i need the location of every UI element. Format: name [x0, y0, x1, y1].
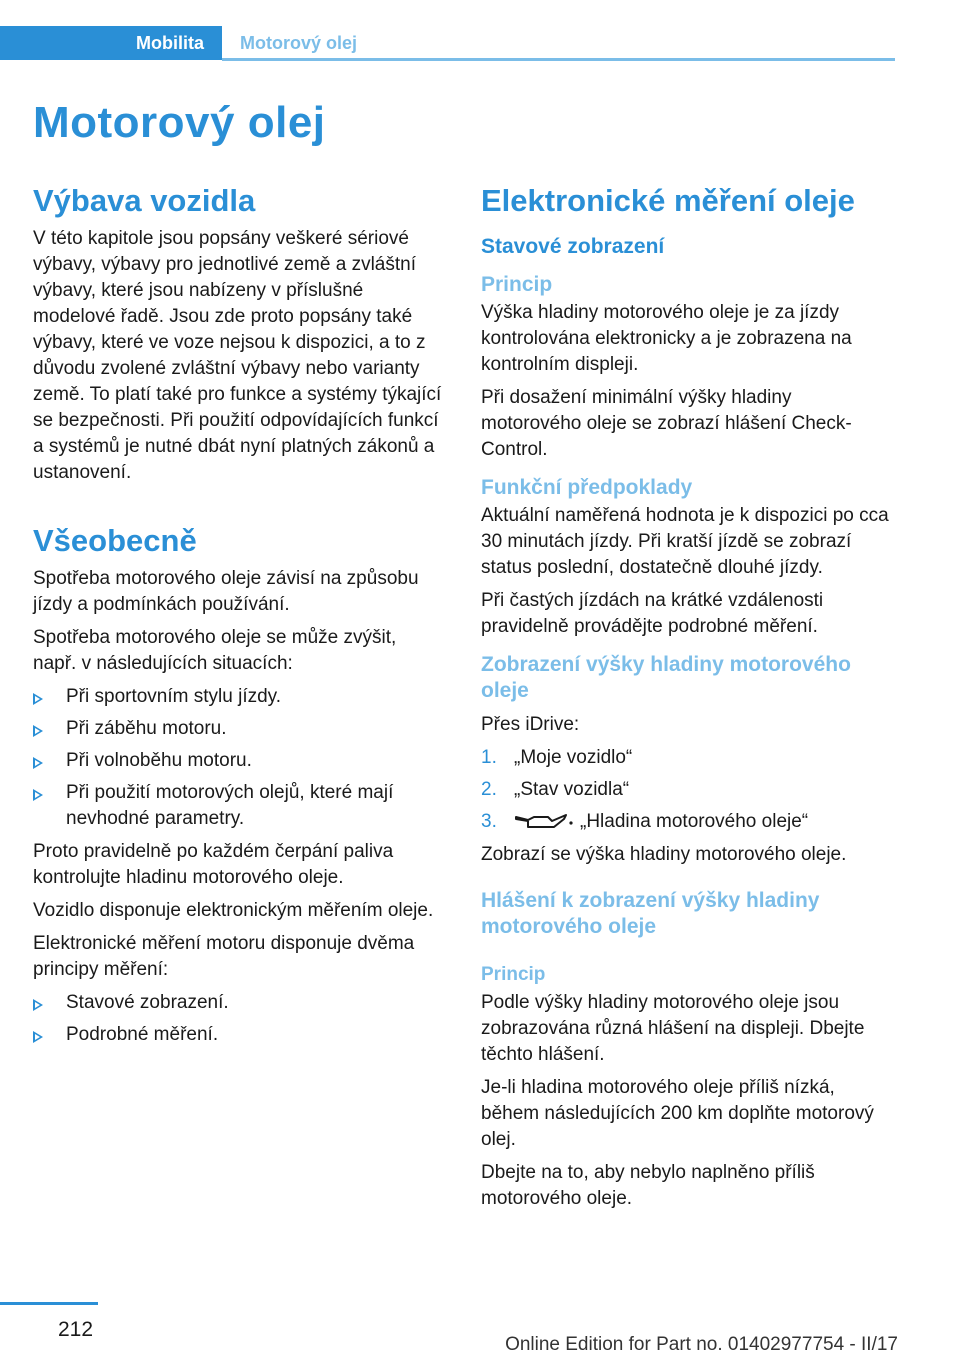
paragraph: Proto pravidelně po každém čerpání paliva kontrolujte hladinu motorového oleje. — [33, 841, 394, 888]
paragraph: Při častých jízdách na krátké vzdálenosti pravidelně provádějte podrobné měření. — [481, 590, 824, 637]
status-display-heading: Stavové zobrazení — [481, 235, 665, 258]
paragraph: Spotřeba motorového oleje se může zvýšit, např. v následujících situacích: — [33, 627, 397, 674]
princip-heading: Princip — [481, 273, 553, 296]
step-item: 1. „Moje vozidlo“ — [481, 747, 633, 768]
oil-level-display-heading: Zobrazení výšky hladiny motorového oleje — [481, 653, 851, 702]
chapter-label: Motorový olej — [240, 32, 358, 53]
edition-footer: Online Edition for Part no. 01402977754 - II/17 — [505, 1334, 898, 1355]
triangle-bullet-icon — [33, 1031, 43, 1043]
messages-princip-heading: Princip — [481, 964, 546, 985]
paragraph: Elektronické měření motoru disponuje dvěma principy měření: — [33, 933, 415, 980]
vseobecne-heading: Všeobecně — [33, 523, 197, 558]
paragraph: Vozidlo disponuje elektronickým měřením oleje. — [33, 900, 434, 921]
triangle-bullet-icon — [33, 789, 43, 801]
page-number: 212 — [58, 1318, 94, 1341]
list-item: Při použití motorových olejů, které mají nevhodné parametry. — [33, 780, 443, 832]
paragraph: Při dosažení minimální výšky hladiny motorového oleje se zobrazí hlášení Check-Control. — [481, 387, 852, 460]
paragraph: Přes iDrive: — [481, 714, 580, 735]
oil-can-icon — [514, 811, 574, 833]
list-item: Při záběhu motoru. — [33, 716, 443, 742]
triangle-bullet-icon — [33, 757, 43, 769]
list-item: Při sportovním stylu jízdy. — [33, 684, 443, 710]
right-column — [481, 182, 891, 1219]
paragraph: Podle výšky hladiny motorového oleje jsou zobrazována různá hlášení na displeji. Dbejte těchto hlášení. — [481, 992, 865, 1065]
chapter-tab — [240, 26, 357, 60]
principles-list — [33, 990, 443, 1048]
idrive-steps — [481, 745, 891, 835]
situations-list — [33, 684, 443, 832]
footer-divider — [0, 1302, 98, 1305]
vybava-text: V této kapitole jsou popsány veškeré sériové výbavy, výbavy pro jednotlivé země a zvláštní výbavy, které jsou nabízeny v příslušné modelové řadě. Jsou zde proto popsány také výbavy, které ve voze nejsou k dispozici, a to z důvodu zvolené zvláštní výbavy nebo varianty země. To platí také pro funkce a systémy týkající se bezpečnosti. Při použití odpovídajících funkcí a systémů je nutné dbát nyní platných zákonů a ustanovení. — [33, 228, 442, 483]
header-divider — [222, 58, 895, 61]
messages-heading: Hlášení k zobrazení výšky hladiny motorového oleje — [481, 889, 820, 938]
paragraph: Je-li hladina motorového oleje příliš nízká, během následujících 200 km doplňte motorový olej. — [481, 1077, 874, 1150]
paragraph: Spotřeba motorového oleje závisí na způsobu jízdy a podmínkách používání. — [33, 568, 419, 615]
triangle-bullet-icon — [33, 999, 43, 1011]
list-item: Stavové zobrazení. — [33, 990, 443, 1016]
step-item: 3. „Hladina motorového oleje“ — [481, 811, 809, 832]
electronic-measurement-heading: Elektronické měření oleje — [481, 183, 855, 218]
paragraph: Zobrazí se výška hladiny motorového oleje. — [481, 844, 847, 865]
list-item: Při volnoběhu motoru. — [33, 748, 443, 774]
paragraph: Dbejte na to, aby nebylo naplněno příliš motorového oleje. — [481, 1162, 815, 1209]
triangle-bullet-icon — [33, 725, 43, 737]
page-title: Motorový olej — [33, 98, 326, 147]
section-label: Mobilita — [136, 32, 204, 53]
list-item: Podrobné měření. — [33, 1022, 443, 1048]
paragraph: Aktuální naměřená hodnota je k dispozici po cca 30 minutách jízdy. Při kratší jízdě se zobrazí status poslední, dostatečně dlouhé jízdy. — [481, 505, 889, 578]
vybava-heading: Výbava vozidla — [33, 183, 256, 218]
section-tab — [0, 26, 222, 60]
prerequisites-heading: Funkční předpoklady — [481, 476, 693, 499]
paragraph: Výška hladiny motorového oleje je za jízdy kontrolována elektronicky a je zobrazena na kontrolním displeji. — [481, 302, 852, 375]
step-item: 2. „Stav vozidla“ — [481, 779, 630, 800]
page-header — [0, 0, 960, 62]
left-column — [33, 182, 443, 1055]
triangle-bullet-icon — [33, 693, 43, 705]
